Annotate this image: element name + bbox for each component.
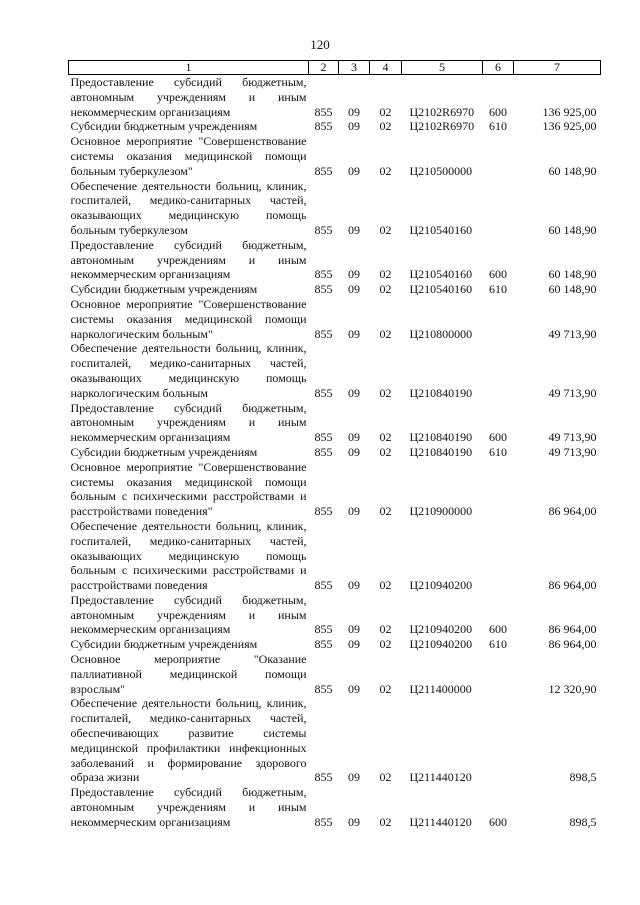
table-row: [69, 652, 601, 696]
row-description: Предоставление субсидий бюджетным, автономным учреждениям и иным некоммерческим организациям: [70, 592, 307, 637]
row-ministry-code: 855: [314, 104, 333, 119]
row-ministry-code: 855: [314, 578, 333, 593]
table-row: [69, 297, 601, 341]
row-target-code: Ц210940200: [409, 637, 473, 652]
table-row: [69, 593, 601, 637]
row-description: Предоставление субсидий бюджетным, автономным учреждениям и иным некоммерческим организациям: [70, 785, 307, 829]
row-subsection-code: 02: [379, 222, 392, 237]
row-target-code: Ц210840190: [409, 444, 473, 459]
row-amount: 86 964,00: [548, 504, 597, 519]
row-ministry-code: 855: [314, 326, 333, 341]
row-section-code: 09: [348, 814, 360, 829]
row-description: Обеспечение деятельности больниц, клиник, госпиталей, медико-санитарных частей, оказывающих медицинскую помощь наркологическим больным: [70, 341, 307, 400]
row-expense-type: [483, 341, 514, 400]
row-section-code: 09: [348, 430, 360, 445]
row-amount: 86 964,00: [548, 622, 597, 637]
row-ministry-code: 855: [314, 681, 333, 696]
column-header: 2: [309, 61, 339, 75]
row-section-code: 09: [348, 282, 360, 297]
table-row: [69, 238, 601, 282]
row-amount: 60 148,90: [548, 267, 597, 282]
row-subsection-code: 02: [379, 104, 392, 119]
row-expense-type: 600: [489, 104, 507, 119]
row-amount: 86 964,00: [548, 637, 597, 652]
table-header-row: [69, 61, 601, 75]
row-subsection-code: 02: [379, 444, 392, 459]
row-description: Обеспечение деятельности больниц, клиник, госпиталей, медико-санитарных частей, оказывающих медицинскую помощь больным с психическими расстройствами и расстройствами поведения: [70, 518, 307, 593]
row-description: Субсидии бюджетным учреждениям: [70, 119, 258, 134]
table-row: [69, 445, 601, 460]
row-target-code: Ц210800000: [409, 326, 473, 341]
row-description: Предоставление субсидий бюджетным, автономным учреждениям и иным некоммерческим организациям: [70, 400, 307, 445]
row-description: Обеспечение деятельности больниц, клиник, госпиталей, медико-санитарных частей, оказывающих медицинскую помощь больным туберкулезом: [70, 178, 307, 237]
row-description: Обеспечение деятельности больниц, клиник, госпиталей, медико-санитарных частей, обеспечивающих развитие системы медицинской профилактики инфекционных заболеваний и формирование здорового образа жизни: [70, 696, 307, 785]
row-section-code: 09: [348, 504, 360, 519]
row-target-code: Ц210940200: [409, 578, 473, 593]
row-amount: 136 925,00: [542, 119, 597, 134]
column-header: 1: [69, 61, 309, 75]
column-header: 4: [370, 61, 402, 75]
row-target-code: Ц210540160: [409, 282, 473, 297]
row-section-code: 09: [348, 637, 360, 652]
table-row: [69, 75, 601, 120]
row-description: Основное мероприятие "Совершенствование системы оказания медицинской помощи больным туберкулезом": [70, 134, 307, 178]
column-header: 6: [483, 61, 514, 75]
row-target-code: Ц210500000: [409, 163, 473, 178]
row-subsection-code: 02: [379, 430, 392, 445]
row-target-code: Ц210540160: [409, 222, 473, 237]
row-ministry-code: 855: [314, 385, 333, 400]
row-ministry-code: 855: [314, 222, 333, 237]
table-row: [69, 119, 601, 134]
row-target-code: Ц211440120: [409, 814, 472, 829]
row-ministry-code: 855: [314, 119, 333, 134]
row-expense-type: 600: [489, 430, 507, 445]
row-ministry-code: 855: [314, 814, 333, 829]
row-subsection-code: 02: [379, 326, 392, 341]
row-amount: 60 148,90: [548, 282, 597, 297]
row-subsection-code: 02: [379, 622, 392, 637]
row-expense-type: [483, 652, 514, 696]
row-ministry-code: 855: [314, 163, 333, 178]
row-ministry-code: 855: [314, 504, 333, 519]
table-row: [69, 179, 601, 238]
row-expense-type: [483, 519, 514, 593]
row-description: Предоставление субсидий бюджетным, автономным учреждениям и иным некоммерческим организациям: [70, 75, 307, 119]
row-ministry-code: 855: [314, 282, 333, 297]
row-expense-type: 600: [489, 267, 507, 282]
row-amount: 60 148,90: [548, 163, 597, 178]
row-amount: 49 713,90: [548, 444, 597, 459]
row-target-code: Ц211440120: [409, 770, 472, 785]
row-section-code: 09: [348, 622, 360, 637]
row-subsection-code: 02: [379, 267, 392, 282]
row-section-code: 09: [348, 267, 360, 282]
row-ministry-code: 855: [314, 444, 333, 459]
budget-table: [68, 60, 601, 830]
table-row: [69, 519, 601, 593]
row-description: Субсидии бюджетным учреждениям: [70, 282, 258, 297]
row-description: Субсидии бюджетным учреждениям: [70, 444, 258, 459]
table-row: [69, 134, 601, 178]
row-amount: 136 925,00: [542, 104, 597, 119]
table-row: [69, 401, 601, 445]
row-target-code: Ц210900000: [409, 504, 473, 519]
row-section-code: 09: [348, 104, 360, 119]
table-row: [69, 460, 601, 519]
row-target-code: Ц210840190: [409, 385, 473, 400]
row-description: Субсидии бюджетным учреждениям: [70, 637, 258, 652]
row-section-code: 09: [348, 444, 360, 459]
row-subsection-code: 02: [379, 119, 392, 134]
table-row: [69, 637, 601, 652]
row-section-code: 09: [348, 770, 360, 785]
table-row: [69, 282, 601, 297]
row-subsection-code: 02: [379, 504, 392, 519]
row-amount: 12 320,90: [548, 681, 597, 696]
row-ministry-code: 855: [314, 637, 333, 652]
row-description: Основное мероприятие "Совершенствование системы оказания медицинской помощи наркологическим больным": [70, 296, 307, 341]
row-amount: 898,5: [569, 814, 597, 829]
row-ministry-code: 855: [314, 622, 333, 637]
row-expense-type: [483, 179, 514, 238]
row-target-code: Ц2102R6970: [409, 119, 475, 134]
row-amount: 60 148,90: [548, 222, 597, 237]
row-section-code: 09: [348, 385, 360, 400]
row-ministry-code: 855: [314, 770, 333, 785]
row-target-code: Ц210840190: [409, 430, 473, 445]
row-description: Основное мероприятие "Совершенствование системы оказания медицинской помощи больным с психическими расстройствами и расстройствами поведения": [70, 459, 307, 519]
row-amount: 49 713,90: [548, 326, 597, 341]
row-amount: 49 713,90: [548, 385, 597, 400]
row-expense-type: 610: [489, 282, 507, 297]
row-subsection-code: 02: [379, 814, 392, 829]
row-subsection-code: 02: [379, 681, 392, 696]
row-section-code: 09: [348, 681, 360, 696]
row-expense-type: 600: [489, 814, 507, 829]
row-amount: 49 713,90: [548, 430, 597, 445]
column-header: 3: [339, 61, 370, 75]
row-section-code: 09: [348, 326, 360, 341]
row-section-code: 09: [348, 119, 360, 134]
row-subsection-code: 02: [379, 282, 392, 297]
row-amount: 898,5: [569, 770, 597, 785]
table-row: [69, 341, 601, 400]
row-subsection-code: 02: [379, 578, 392, 593]
row-ministry-code: 855: [314, 430, 333, 445]
row-expense-type: 610: [489, 637, 507, 652]
row-expense-type: 600: [489, 622, 507, 637]
row-subsection-code: 02: [379, 637, 392, 652]
row-expense-type: [483, 460, 514, 519]
row-subsection-code: 02: [379, 770, 392, 785]
row-subsection-code: 02: [379, 385, 392, 400]
column-header: 5: [402, 61, 483, 75]
row-section-code: 09: [348, 163, 360, 178]
row-description: Основное мероприятие "Оказание паллиативной медицинской помощи взрослым": [70, 652, 307, 696]
page-number: 120: [310, 37, 330, 52]
table-row: [69, 696, 601, 785]
row-target-code: Ц211400000: [409, 681, 472, 696]
row-target-code: Ц210540160: [409, 267, 473, 282]
table-row: [69, 785, 601, 829]
row-target-code: Ц2102R6970: [409, 104, 475, 119]
row-target-code: Ц210940200: [409, 622, 473, 637]
row-section-code: 09: [348, 222, 360, 237]
row-expense-type: 610: [489, 119, 507, 134]
row-expense-type: [483, 297, 514, 341]
column-header: 7: [514, 61, 601, 75]
row-subsection-code: 02: [379, 163, 392, 178]
row-description: Предоставление субсидий бюджетным, автономным учреждениям и иным некоммерческим организациям: [70, 237, 307, 282]
row-ministry-code: 855: [314, 267, 333, 282]
row-expense-type: 610: [489, 444, 507, 459]
row-section-code: 09: [348, 578, 360, 593]
row-expense-type: [483, 696, 514, 785]
row-expense-type: [483, 134, 514, 178]
row-amount: 86 964,00: [548, 578, 597, 593]
